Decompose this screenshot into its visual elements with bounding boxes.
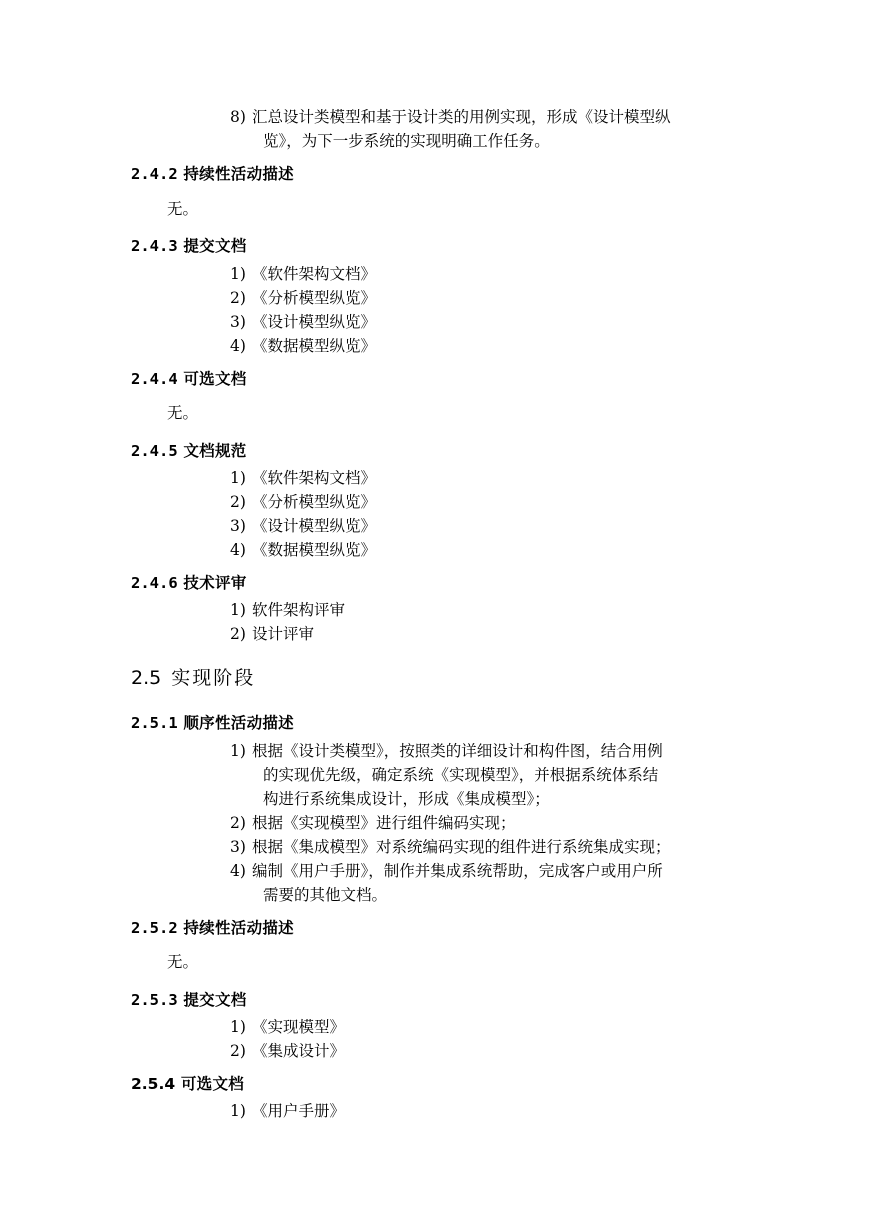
list-item: 1) 根据《设计类模型》，按照类的详细设计和构件图，结合用例 — [230, 742, 663, 760]
list-item: 2) 《集成设计》 — [230, 1042, 346, 1060]
list-item: 3) 根据《集成模型》对系统编码实现的组件进行系统集成实现； — [230, 838, 671, 856]
list-item: 3) 《设计模型纵览》 — [230, 313, 377, 331]
list-item: 1) 《软件架构文档》 — [230, 469, 377, 487]
heading-2-5-3: 2.5.3 提交文档 — [131, 990, 247, 1009]
list-item: 4) 编制《用户手册》，制作并集成系统帮助，完成客户或用户所 — [230, 862, 663, 880]
heading-2-5-4: 2.5.4 可选文档 — [131, 1074, 245, 1093]
list-item-continuation: 需要的其他文档。 — [263, 886, 388, 904]
heading-2-4-5: 2.4.5 文档规范 — [131, 441, 247, 460]
list-item-continuation: 览》，为下一步系统的实现明确工作任务。 — [263, 132, 550, 150]
list-item-continuation: 的实现优先级，确定系统《实现模型》，并根据系统体系结 — [263, 766, 659, 784]
list-item: 2) 《分析模型纵览》 — [230, 289, 377, 307]
list-item-continuation: 构进行系统集成设计，形成《集成模型》； — [263, 790, 550, 808]
list-item-text: 汇总设计类模型和基于设计类的用例实现，形成《设计模型纵 — [252, 108, 671, 126]
body-text: 无。 — [167, 953, 199, 971]
heading-2-4-4: 2.4.4 可选文档 — [131, 369, 247, 388]
list-item: 2) 根据《实现模型》进行组件编码实现； — [230, 814, 516, 832]
heading-2-4-6: 2.4.6 技术评审 — [131, 573, 247, 592]
list-item: 4) 《数据模型纵览》 — [230, 541, 377, 559]
list-item: 1) 《用户手册》 — [230, 1102, 346, 1120]
heading-2-4-2: 2.4.2 持续性活动描述 — [131, 164, 294, 183]
heading-2-4-3: 2.4.3 提交文档 — [131, 236, 247, 255]
list-marker: 8) — [230, 108, 246, 126]
list-item: 2) 设计评审 — [230, 625, 315, 643]
list-item: 2) 《分析模型纵览》 — [230, 493, 377, 511]
list-item: 1) 软件架构评审 — [230, 601, 346, 619]
list-item: 1) 《实现模型》 — [230, 1018, 346, 1036]
body-text: 无。 — [167, 404, 199, 422]
heading-2-5-2: 2.5.2 持续性活动描述 — [131, 918, 294, 937]
heading-2-5: 2.5 实现阶段 — [131, 667, 256, 689]
list-item — [230, 105, 671, 129]
body-text: 无。 — [167, 200, 199, 218]
heading-2-5-1: 2.5.1 顺序性活动描述 — [131, 713, 294, 732]
list-item: 3) 《设计模型纵览》 — [230, 517, 377, 535]
list-item: 4) 《数据模型纵览》 — [230, 337, 377, 355]
list-item: 1) 《软件架构文档》 — [230, 265, 377, 283]
